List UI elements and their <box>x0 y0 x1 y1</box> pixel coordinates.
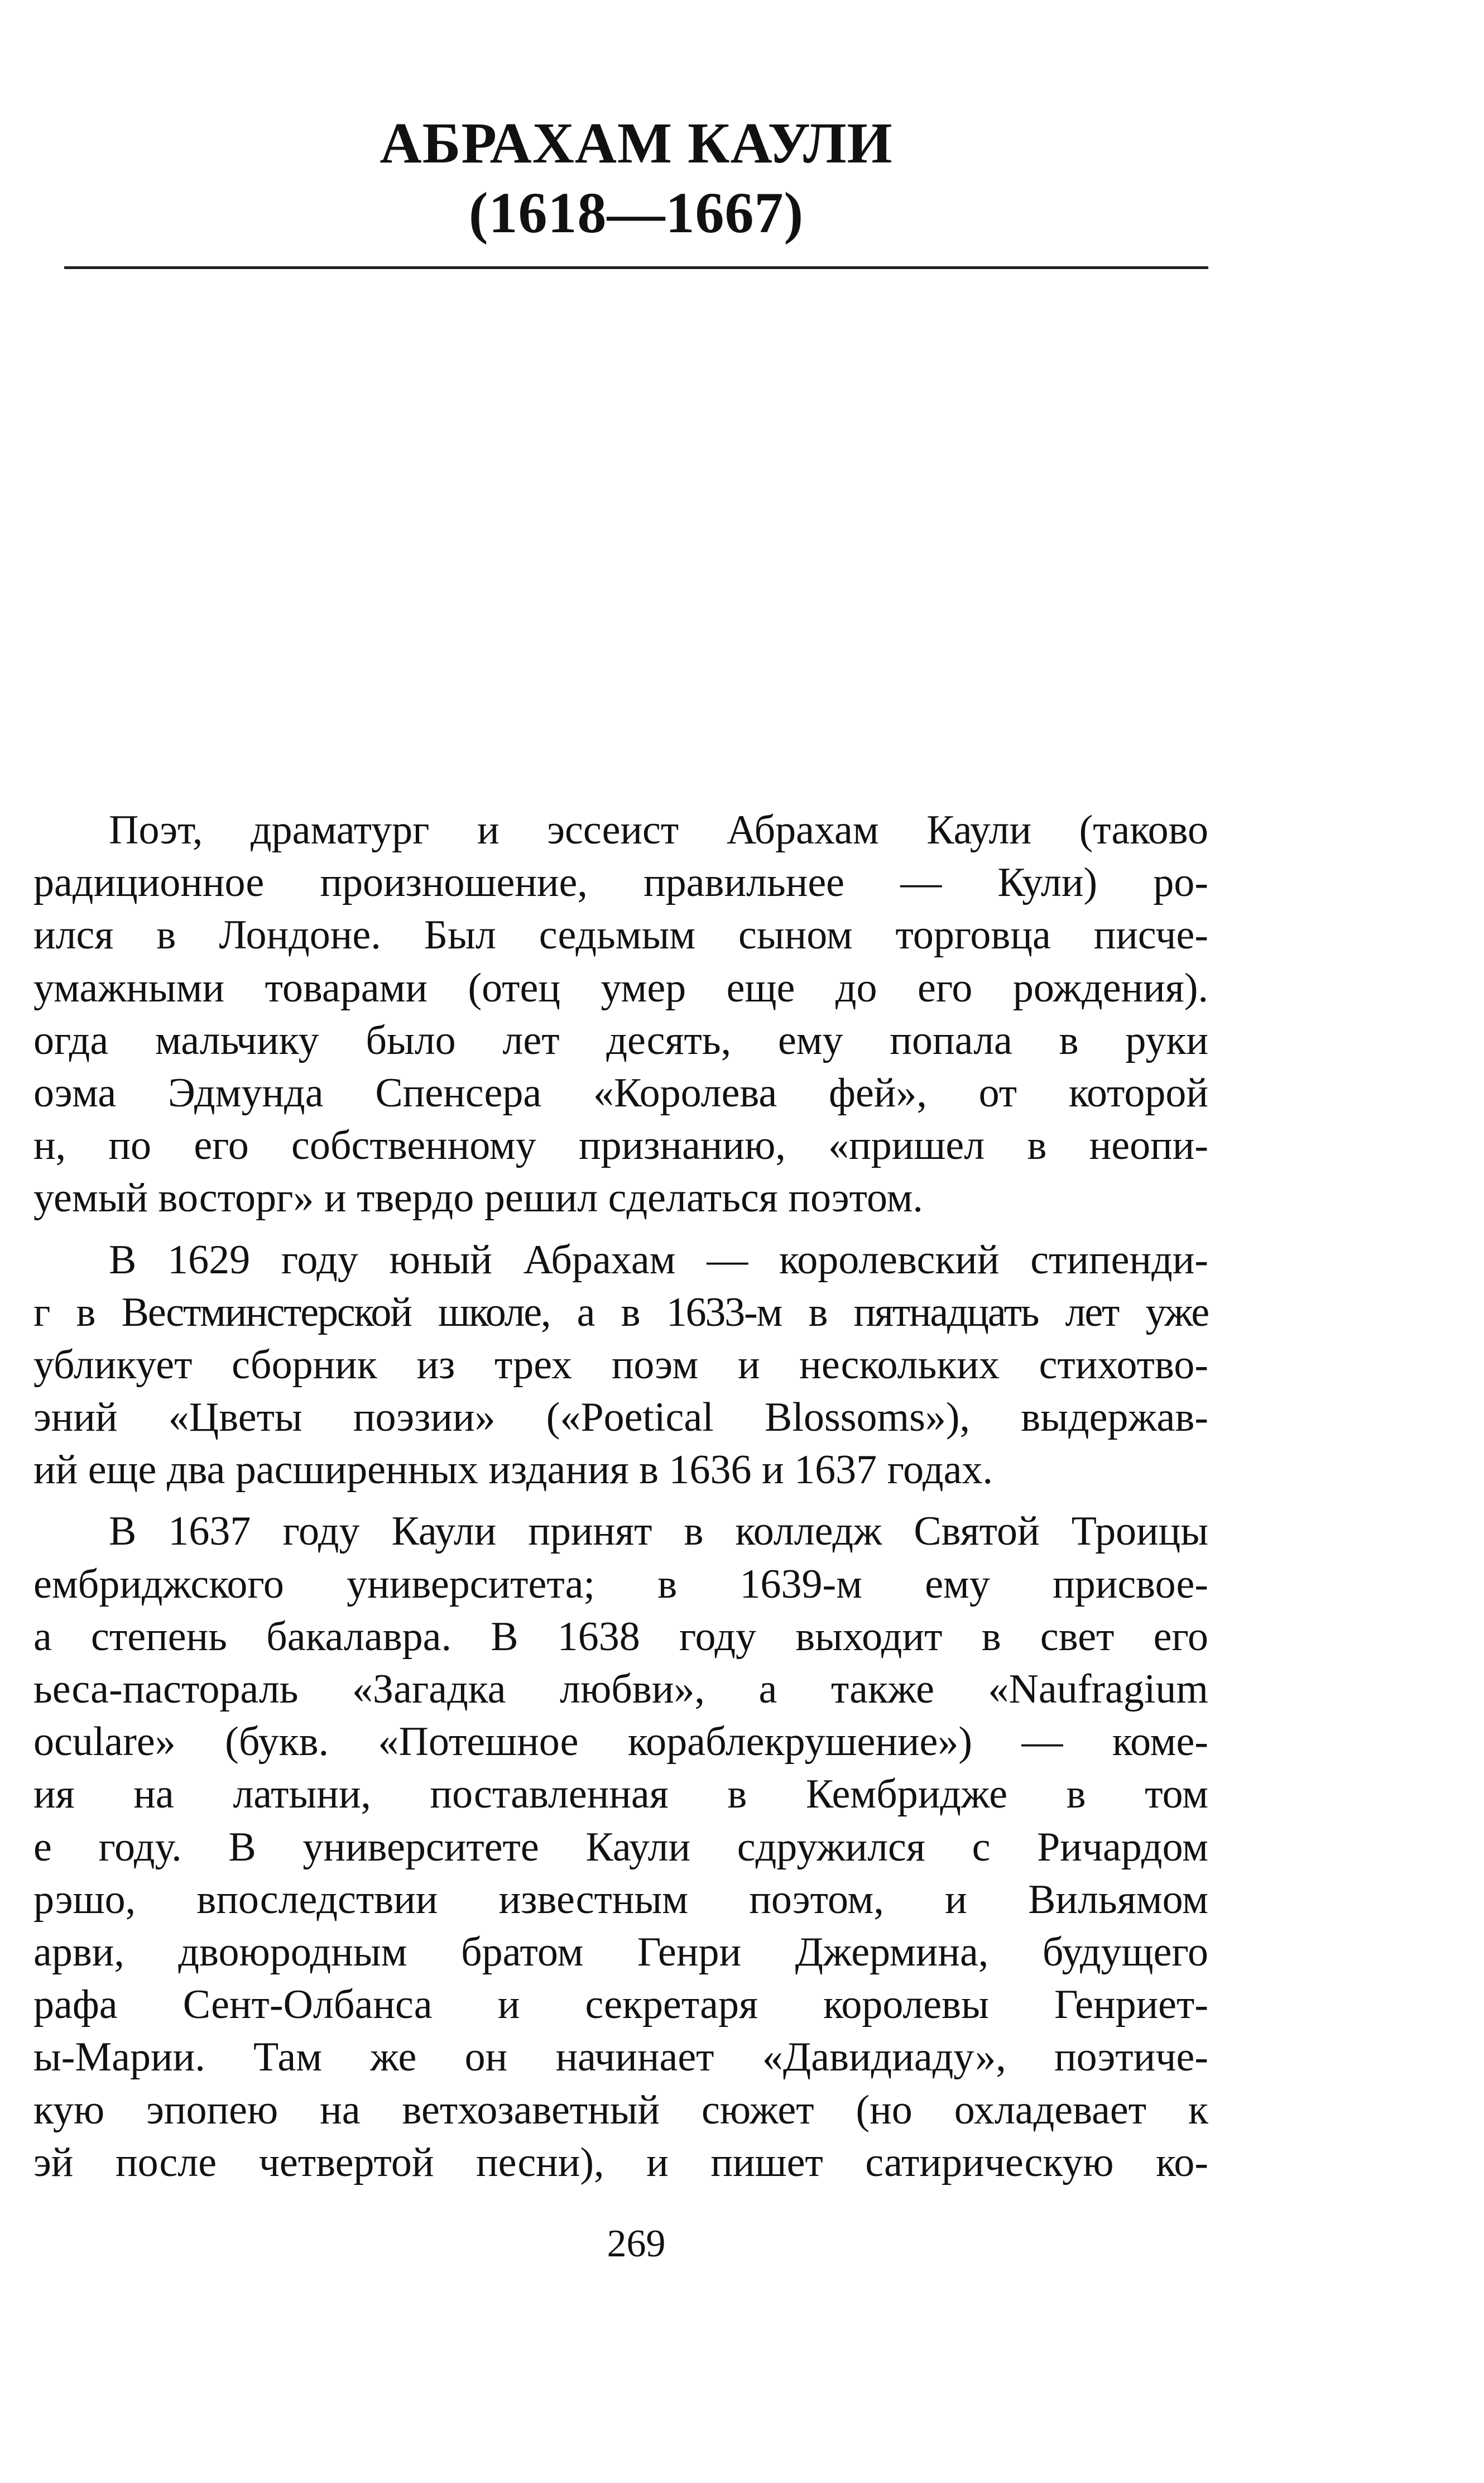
text-line: н, по его собственному признанию, «пришел в неопи- <box>33 1123 1208 1169</box>
text-line: эй после четвертой песни), и пишет сатирическую ко- <box>33 2139 1208 2185</box>
text-line: радиционное произношение, правильнее — Кули) ро- <box>33 860 1208 906</box>
paragraph <box>33 1234 1208 1497</box>
text-line: а степень бакалавра. В 1638 году выходит в свет его <box>33 1613 1208 1660</box>
text-line: кую эпопею на ветхозаветный сюжет (но охладевает к <box>33 2087 1208 2133</box>
body-text <box>33 804 1208 2189</box>
text-line: эний «Цветы поэзии» («Poetical Blossoms»), выдержав- <box>33 1394 1208 1441</box>
text-line: арви, двоюродным братом Генри Джермина, будущего <box>33 1929 1208 1975</box>
text-line: е году. В университете Каули сдружился с Ричардом <box>33 1824 1208 1870</box>
text-line: убликует сборник из трех поэм и нескольких стихотво- <box>33 1341 1208 1388</box>
text-line: ия на латыни, поставленная в Кембридже в том <box>33 1771 1208 1818</box>
text-line: ембриджского университета; в 1639-м ему присвое- <box>33 1561 1208 1607</box>
text-line: рэшо, впоследствии известным поэтом, и Вильямом <box>33 1876 1208 1923</box>
text-line: Поэт, драматург и эссеист Абрахам Каули (таково <box>109 807 1208 853</box>
text-line: ы-Марии. Там же он начинает «Давидиаду», поэтиче- <box>33 2034 1208 2081</box>
text-line: уемый восторг» и твердо решил сделаться поэтом. <box>33 1175 923 1221</box>
text-line: В 1629 году юный Абрахам — королевский стипенди- <box>109 1236 1208 1283</box>
text-line: ился в Лондоне. Был седьмым сыном торговца писче- <box>33 912 1208 958</box>
text-line: В 1637 году Каули принят в колледж Святой Троицы <box>109 1508 1208 1555</box>
life-years: (1618—1667) <box>468 181 804 245</box>
text-line: ьеса-пастораль «Загадка любви», а также «Naufragium <box>33 1666 1208 1712</box>
text-line: oculare» (букв. «Потешное кораблекрушение») — коме- <box>33 1719 1208 1765</box>
text-line: ий еще два расширенных издания в 1636 и 1637 годах. <box>33 1447 993 1493</box>
paragraph <box>33 1505 1208 2188</box>
paragraph <box>33 804 1208 1225</box>
text-line: рафа Сент-Олбанса и секретаря королевы Генриет- <box>33 1982 1208 2028</box>
page-number: 269 <box>607 2222 666 2265</box>
text-line: оэма Эдмунда Спенсера «Королева фей», от которой <box>33 1070 1208 1116</box>
text-line: г в Вестминстерской школе, а в 1633-м в пятнадцать лет уже <box>33 1289 1208 1335</box>
chapter-title: АБРАХАМ КАУЛИ <box>380 111 893 175</box>
text-line: умажными товарами (отец умер еще до его рождения). <box>33 965 1208 1011</box>
text-line: огда мальчику было лет десять, ему попала в руки <box>33 1017 1208 1063</box>
title-divider <box>64 266 1208 269</box>
